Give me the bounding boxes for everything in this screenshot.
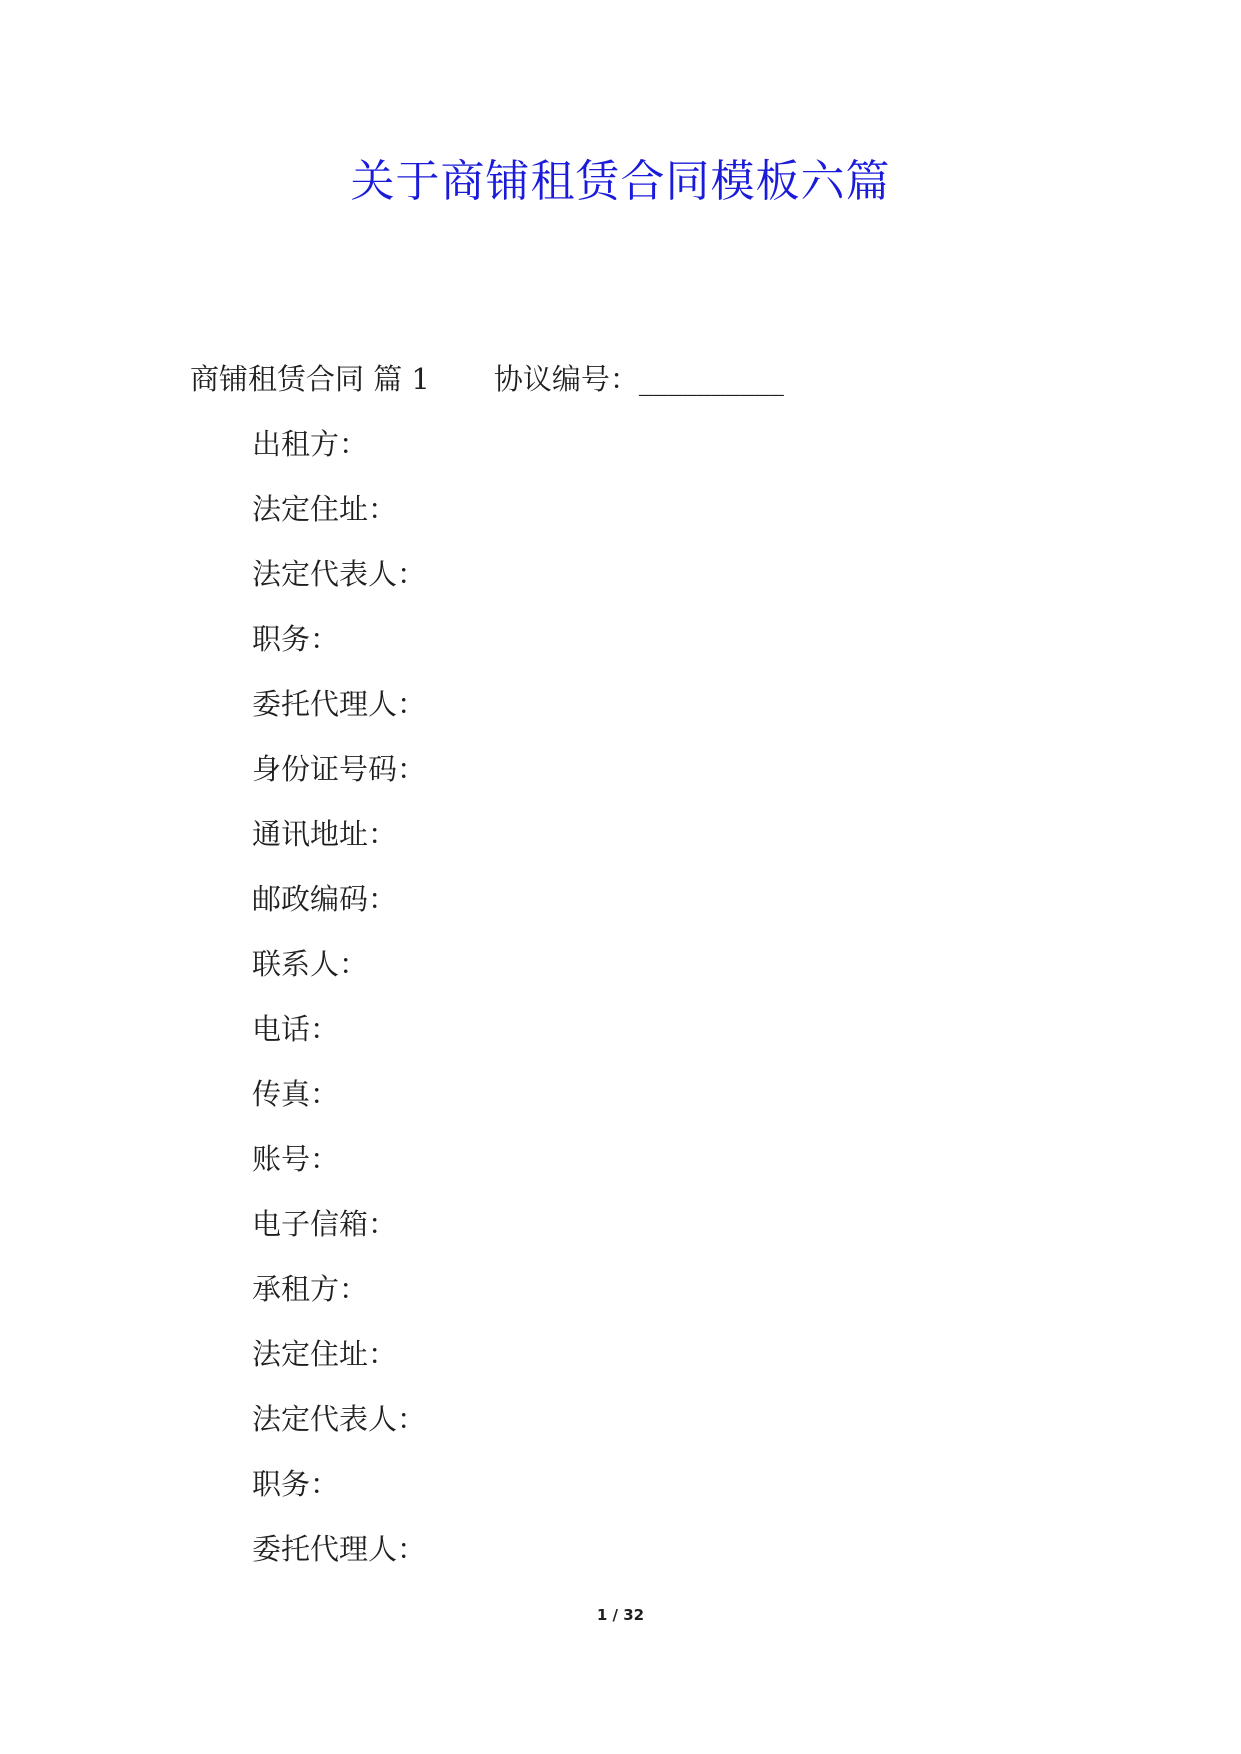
field-fax: 传真： bbox=[252, 1077, 340, 1111]
agreement-number-label: 协议编号：__________ bbox=[493, 362, 784, 396]
document-title: 关于商铺租赁合同模板六篇 bbox=[350, 156, 891, 207]
section-header-line bbox=[190, 355, 784, 403]
field-lessor: 出租方： bbox=[252, 427, 369, 461]
field-lessee: 承租方： bbox=[252, 1272, 369, 1306]
field-authorized-agent: 委托代理人： bbox=[252, 1532, 427, 1566]
field-email: 电子信箱： bbox=[252, 1207, 398, 1241]
field-account-number: 账号： bbox=[252, 1142, 340, 1176]
field-id-number: 身份证号码： bbox=[252, 752, 427, 786]
field-position: 职务： bbox=[252, 622, 340, 656]
field-contact-person: 联系人： bbox=[252, 947, 369, 981]
field-legal-address: 法定住址： bbox=[252, 1337, 398, 1371]
page-number: 1 / 32 bbox=[596, 1606, 645, 1624]
field-legal-address: 法定住址： bbox=[252, 492, 398, 526]
field-postal-code: 邮政编码： bbox=[252, 882, 398, 916]
field-authorized-agent: 委托代理人： bbox=[252, 687, 427, 721]
section-heading: 商铺租赁合同 篇 1 bbox=[190, 362, 430, 396]
field-legal-representative: 法定代表人： bbox=[252, 557, 427, 591]
field-mailing-address: 通讯地址： bbox=[252, 817, 398, 851]
field-phone: 电话： bbox=[252, 1012, 340, 1046]
field-position: 职务： bbox=[252, 1467, 340, 1501]
field-legal-representative: 法定代表人： bbox=[252, 1402, 427, 1436]
contract-field-list bbox=[252, 420, 426, 1590]
